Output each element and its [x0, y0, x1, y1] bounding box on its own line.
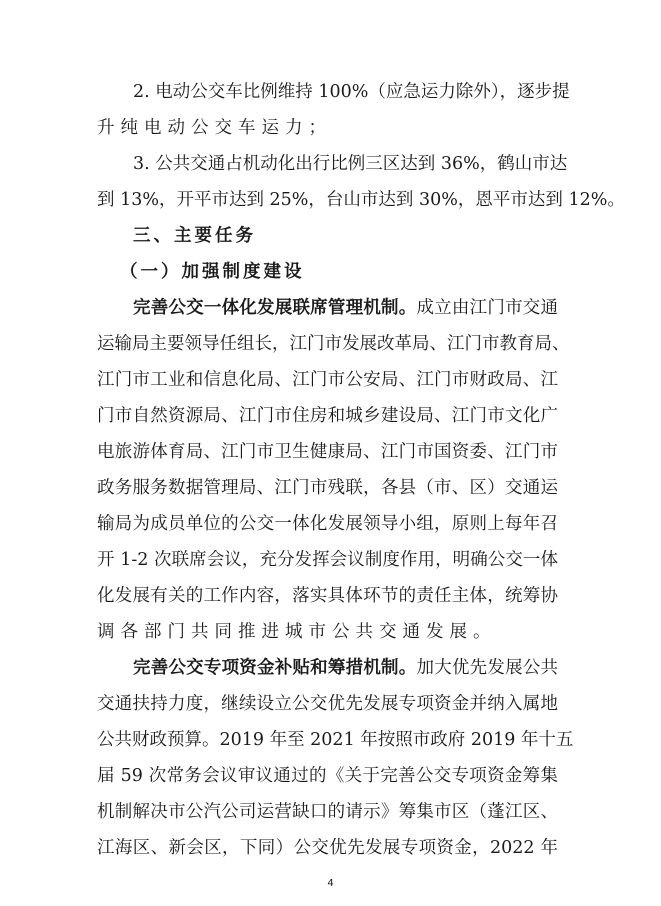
text-line: 江门市工业和信息化局、江门市公安局、江门市财政局、江 [97, 370, 558, 390]
text-line [133, 295, 558, 321]
text-line: 门市自然资源局、江门市住房和城乡建设局、江门市文化广 [97, 406, 558, 426]
text-line: 到 13%，开平市达到 25%，台山市达到 30%，恩平市达到 12%。 [97, 190, 625, 210]
text-line: 输局为成员单位的公交一体化发展领导小组，原则上每年召 [97, 514, 558, 534]
text-line: 运输局主要领导任组长，江门市发展改革局、江门市教育局、 [97, 334, 570, 354]
text-line: 政务服务数据管理局、江门市残联，各县（市、区）交通运 [97, 478, 558, 498]
text-line: 公共财政预算。2019 年至 2021 年按照市政府 2019 年十五 [97, 730, 574, 750]
text-line: 机制解决市公汽公司运营缺口的请示》筹集市区（蓬江区、 [97, 802, 558, 822]
text-line: 调各部门共同推进城市公共交通发展。 [97, 622, 497, 642]
text-line: 交通扶持力度，继续设立公交优先发展专项资金并纳入属地 [97, 694, 558, 714]
text-line [133, 655, 558, 681]
text-span: 成立由江门市交通 [416, 298, 559, 318]
text-line: 升纯电动公交车运力； [97, 118, 332, 138]
text-line: 开 1-2 次联席会议，充分发挥会议制度作用，明确公交一体 [97, 550, 558, 570]
text-line: 2. 电动公交车比例维持 100%（应急运力除外），逐步提 [133, 82, 570, 102]
text-line: 电旅游体育局、江门市卫生健康局、江门市国资委、江门市 [97, 442, 558, 462]
text-line: 届 59 次常务会议审议通过的《关于完善公交专项资金筹集 [97, 766, 558, 786]
bold-lead: 完善公交一体化发展联席管理机制。 [133, 298, 417, 318]
section-heading: 三、主要任务 [133, 226, 256, 246]
page-number: 4 [327, 878, 334, 889]
text-line: 3. 公共交通占机动化出行比例三区达到 36%，鹤山市达 [133, 154, 568, 174]
bold-lead: 完善公交专项资金补贴和筹措机制。 [133, 658, 417, 678]
text-line: 江海区、新会区，下同）公交优先发展专项资金，2022 年 [97, 838, 558, 858]
text-span: 加大优先发展公共 [416, 658, 559, 678]
subsection-heading: （一）加强制度建设 [120, 262, 305, 282]
text-line: 化发展有关的工作内容，落实具体环节的责任主体，统筹协 [97, 586, 558, 606]
